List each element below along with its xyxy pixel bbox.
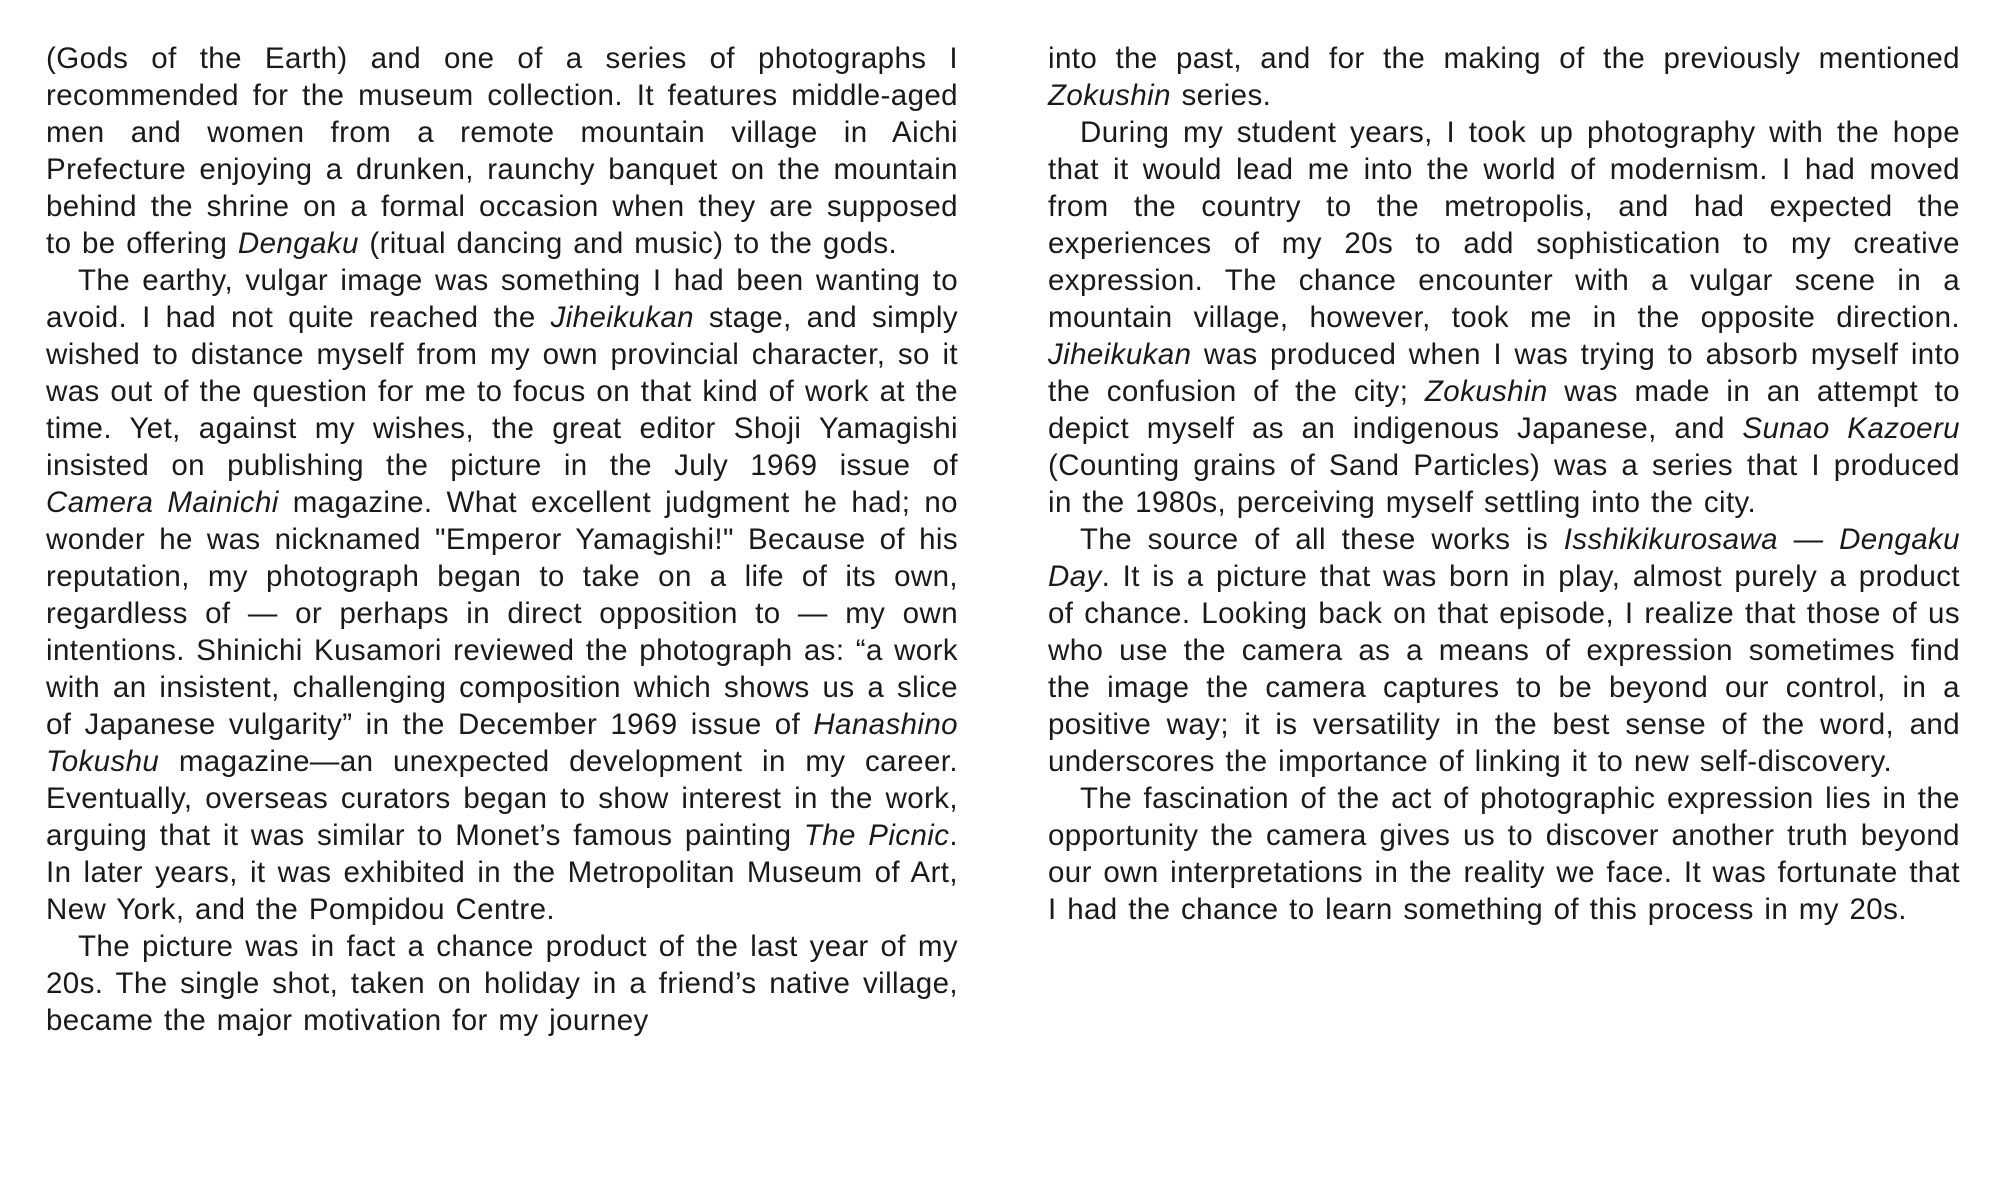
text-run: magazine. What excellent judgment he had; no wonder he was nicknamed "Emperor Yamagishi!" Because of his reputation, my photograph began to take on a life of its own, regardless of — or perhaps in direct opposition to — my own intentions. Shinichi Kusamori reviewed the photograph as: “a work with an insistent, challenging composition which shows us a slice of Japanese vulgarity” in the December 1969 issue of (46, 486, 958, 741)
text-run: The fascination of the act of photographic expression lies in the opportunity the camera gives us to discover another truth beyond our own interpretations in the reality we face. It was fortunate that I had the chance to learn something of this process in my 20s. (1048, 782, 1960, 926)
text-run: . It is a picture that was born in play, almost purely a product of chance. Looking back on that episode, I realize that those of us who use the camera as a means of expression sometimes find the image the camera captures to be beyond our control, in a positive way; it is versatility in the best sense of the word, and underscores the importance of linking it to new self-discovery. (1048, 560, 1960, 778)
text-run: was produced when I was trying to absorb myself into the confusion of the city; (1048, 338, 1960, 408)
italic-title: Isshikikurosawa — Dengaku Day (1048, 523, 1960, 593)
paragraph (1048, 521, 1960, 780)
text-run: into the past, and for the making of the previously mentioned (1048, 42, 1960, 75)
text-run: The source of all these works is (1080, 523, 1564, 556)
paragraph (46, 40, 958, 262)
paragraph (46, 928, 958, 1039)
text-run: stage, and simply wished to distance myself from my own provincial character, so it was out of the question for me to focus on that kind of work at the time. Yet, against my wishes, the great editor Shoji Yamagishi insisted on publishing the picture in the July 1969 issue of (46, 301, 958, 482)
paragraph (1048, 40, 1960, 114)
italic-title: Hanashino Tokushu (46, 708, 958, 778)
italic-title: Jiheikukan (550, 301, 694, 334)
italic-title: Zokushin (1048, 79, 1171, 112)
italic-title: Dengaku (237, 227, 359, 260)
text-run: (ritual dancing and music) to the gods. (358, 227, 898, 260)
italic-title: The Picnic (803, 819, 950, 852)
text-run: magazine—an unexpected development in my career. Eventually, overseas curators began to show interest in the work, arguing that it was similar to Monet’s famous painting (46, 745, 958, 852)
italic-title: Zokushin (1424, 375, 1548, 408)
paragraph (1048, 114, 1960, 521)
paragraph (1048, 780, 1960, 928)
italic-title: Jiheikukan (1048, 338, 1192, 371)
italic-title: Camera Mainichi (46, 486, 279, 519)
text-run: The earthy, vulgar image was something I had been wanting to avoid. I had not quite reached the (46, 264, 958, 334)
right-text-column (1048, 40, 1960, 928)
text-run: . In later years, it was exhibited in the Metropolitan Museum of Art, New York, and the Pompidou Centre. (46, 819, 958, 926)
left-text-column (46, 40, 958, 1039)
text-run: was made in an attempt to depict myself as an indigenous Japanese, and (1048, 375, 1960, 445)
italic-title: Sunao Kazoeru (1742, 412, 1960, 445)
paragraph (46, 262, 958, 928)
text-run: The picture was in fact a chance product of the last year of my 20s. The single shot, taken on holiday in a friend’s native village, became the major motivation for my journey (46, 930, 958, 1037)
text-run: (Counting grains of Sand Particles) was a series that I produced in the 1980s, perceiving myself settling into the city. (1048, 449, 1960, 519)
text-run: (Gods of the Earth) and one of a series of photographs I recommended for the museum collection. It features middle-aged men and women from a remote mountain village in Aichi Prefecture enjoying a drunken, raunchy banquet on the mountain behind the shrine on a formal occasion when they are supposed to be offering (46, 42, 958, 260)
text-run: During my student years, I took up photography with the hope that it would lead me into the world of modernism. I had moved from the country to the metropolis, and had expected the experiences of my 20s to add sophistication to my creative expression. The chance encounter with a vulgar scene in a mountain village, however, took me in the opposite direction. (1048, 116, 1960, 334)
text-run: series. (1170, 79, 1272, 112)
